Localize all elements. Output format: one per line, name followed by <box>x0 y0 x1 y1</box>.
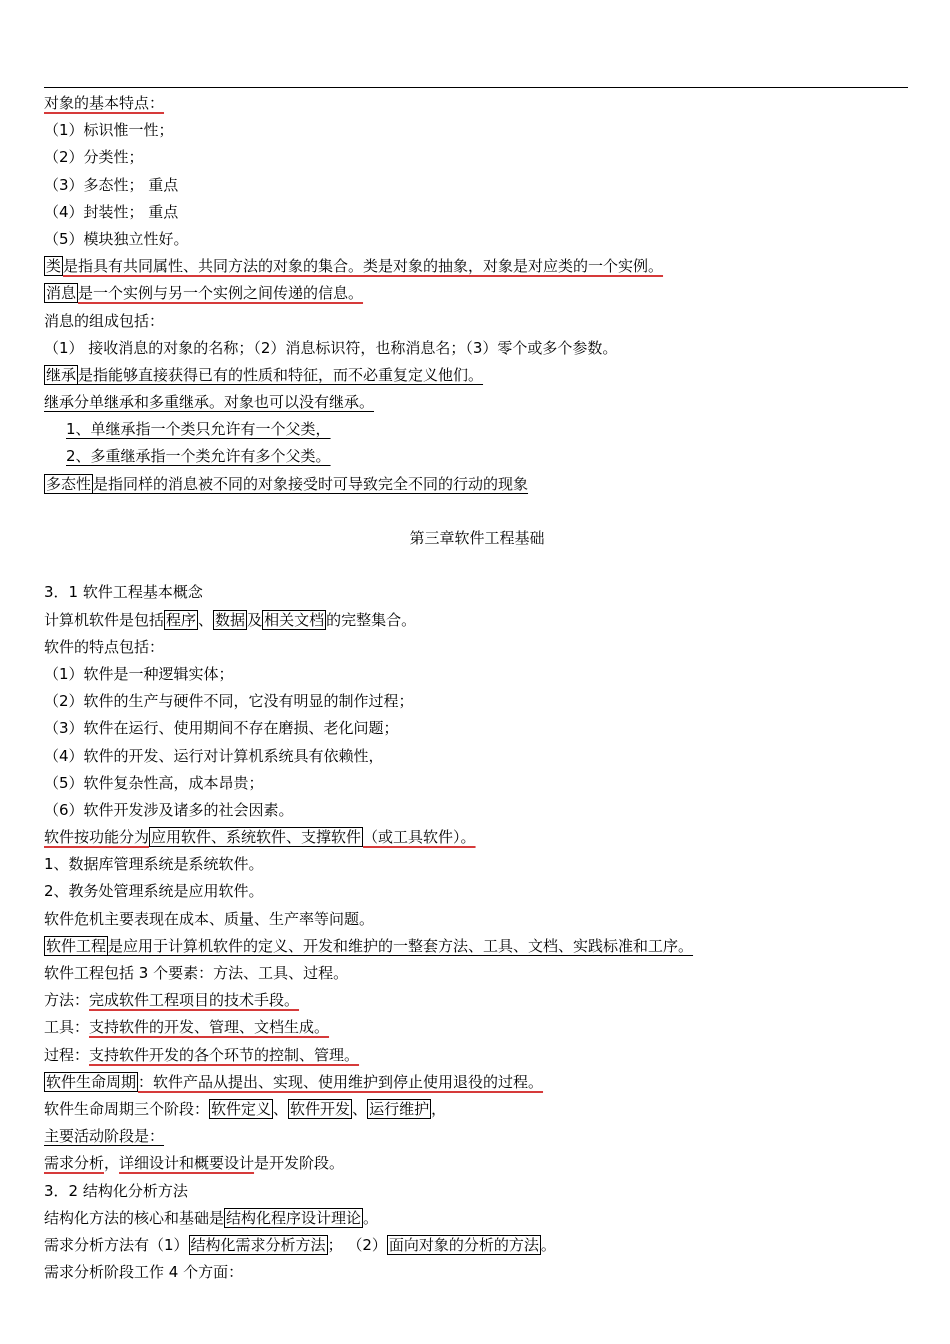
text-run: 软件危机主要表现在成本、质量、生产率等问题。 <box>44 909 375 928</box>
text-run: 过程： <box>44 1045 90 1064</box>
text-run: 需求分析方法有（1） <box>44 1235 189 1254</box>
text-run: （4）封装性； 重点 <box>44 202 179 221</box>
boxed-term: 结构化程序设计理论 <box>226 1208 362 1227</box>
text-line <box>44 987 910 1014</box>
text-run: 。 <box>363 1208 379 1227</box>
text-run: 2、教务处管理系统是应用软件。 <box>44 882 264 901</box>
text-run: 是指具有共同属性、共同方法的对象的集合。类是对象的抽象，对象是对应类的一个实例。 <box>63 257 664 276</box>
text-run: 及 <box>247 610 263 629</box>
text-line <box>44 770 910 797</box>
text-run: 、 <box>352 1099 368 1118</box>
text-line <box>44 688 910 715</box>
text-line <box>44 933 910 960</box>
text-line <box>44 1096 910 1123</box>
text-line <box>44 1014 910 1041</box>
text-run: （6）软件开发涉及诸多的社会因素。 <box>44 800 294 819</box>
text-line <box>44 743 910 770</box>
boxed-term: 消息 <box>46 284 77 303</box>
text-line <box>44 253 910 280</box>
text-line <box>44 1042 910 1069</box>
text-run: 需求分析 <box>44 1154 105 1173</box>
text-run: 软件的特点包括： <box>44 637 165 656</box>
boxed-term: 继承 <box>46 365 77 384</box>
text-line <box>44 226 910 253</box>
boxed-term: 类 <box>46 257 62 276</box>
text-line <box>44 90 910 117</box>
text-line <box>44 1123 910 1150</box>
text-run: 、 <box>273 1099 289 1118</box>
boxed-term: 软件工程 <box>46 936 107 955</box>
text-run: 软件按功能分为 <box>44 828 150 847</box>
text-line <box>44 715 910 742</box>
boxed-term: 软件定义 <box>211 1099 272 1118</box>
boxed-term: 软件生命周期 <box>46 1072 137 1091</box>
boxed-term: 程序 <box>166 610 197 629</box>
text-run: 详细设计和概要设计 <box>119 1154 255 1173</box>
text-run: （5）软件复杂性高，成本昂贵； <box>44 773 264 792</box>
text-run: （1） 接收消息的对象的名称；（2）消息标识符，也称消息名；（3）零个或多个参数。 <box>44 338 618 357</box>
text-line <box>44 1259 910 1286</box>
text-run: 结构化方法的核心和基础是 <box>44 1208 225 1227</box>
text-run: ， <box>431 1099 447 1118</box>
text-run: 计算机软件是包括 <box>44 610 165 629</box>
text-run: 的完整集合。 <box>326 610 417 629</box>
text-line <box>44 661 910 688</box>
text-run: （1）软件是一种逻辑实体； <box>44 664 234 683</box>
text-line <box>44 172 910 199</box>
document-body <box>44 90 910 1286</box>
boxed-term: 软件开发 <box>290 1099 351 1118</box>
text-run: ：软件产品从提出、实现、使用维护到停止使用退役的过程。 <box>138 1072 544 1091</box>
text-line <box>44 851 910 878</box>
boxed-term: 面向对象的分析的方法 <box>388 1235 539 1254</box>
chapter-heading <box>44 525 910 552</box>
text-line <box>44 471 910 498</box>
text-run: 1、数据库管理系统是系统软件。 <box>44 855 264 874</box>
text-run: （或工具软件）。 <box>363 828 476 847</box>
text-run: 支持软件开发的各个环节的控制、管理。 <box>89 1045 360 1064</box>
boxed-term: 多态性 <box>46 474 92 493</box>
text-run: 软件生命周期三个阶段： <box>44 1099 210 1118</box>
boxed-term: 运行维护 <box>369 1099 430 1118</box>
text-run: （3）软件在运行、使用期间不存在磨损、老化问题； <box>44 719 399 738</box>
text-line <box>44 579 910 606</box>
boxed-term: 结构化需求分析方法 <box>190 1235 326 1254</box>
text-run: 。 <box>540 1235 556 1254</box>
text-run: ， <box>104 1154 120 1173</box>
text-run: （4）软件的开发、运行对计算机系统具有依赖性， <box>44 746 384 765</box>
text-run: ； （2） <box>327 1235 387 1254</box>
text-run: （3）多态性； 重点 <box>44 175 179 194</box>
text-line <box>44 144 910 171</box>
boxed-term: 相关文档 <box>264 610 325 629</box>
text-line <box>44 335 910 362</box>
text-run: 继承分单继承和多重继承。对象也可以没有继承。 <box>44 393 375 412</box>
text-line <box>44 416 910 443</box>
text-line <box>44 443 910 470</box>
text-run: 对象的基本特点： <box>44 94 165 112</box>
header-rule <box>44 87 908 88</box>
text-run: 完成软件工程项目的技术手段。 <box>89 991 300 1010</box>
text-line <box>44 878 910 905</box>
text-run: 是指能够直接获得已有的性质和特征，而不必重复定义他们。 <box>78 365 484 384</box>
boxed-term: 应用软件、系统软件、支撑软件 <box>151 828 362 847</box>
text-line <box>44 1069 910 1096</box>
text-run: 消息的组成包括： <box>44 311 165 330</box>
text-line <box>44 824 910 851</box>
text-run: 支持软件的开发、管理、文档生成。 <box>89 1018 330 1037</box>
text-run: 1、单继承指一个类只允许有一个父类， <box>66 420 331 439</box>
text-run: 3．2 结构化分析方法 <box>44 1181 188 1200</box>
text-run: （1）标识惟一性； <box>44 121 174 140</box>
text-run: 方法： <box>44 991 90 1010</box>
text-run: 工具： <box>44 1018 90 1037</box>
text-run: 主要活动阶段是： <box>44 1127 165 1146</box>
text-run: 是应用于计算机软件的定义、开发和维护的一整套方法、工具、文档、实践标准和工序。 <box>108 936 694 955</box>
text-line <box>44 117 910 144</box>
text-run: 是开发阶段。 <box>254 1154 345 1173</box>
text-line <box>44 1232 910 1259</box>
text-line <box>44 308 910 335</box>
text-run: 需求分析阶段工作 4 个方面： <box>44 1263 244 1282</box>
text-run: 是一个实例与另一个实例之间传递的信息。 <box>78 284 364 303</box>
text-line <box>44 1150 910 1177</box>
text-run: 是指同样的消息被不同的对象接受时可导致完全不同的行动的现象 <box>93 474 529 493</box>
text-line <box>44 906 910 933</box>
text-line <box>44 960 910 987</box>
text-line <box>44 362 910 389</box>
text-run: （5）模块独立性好。 <box>44 229 189 248</box>
text-line <box>44 389 910 416</box>
text-run: （2）分类性； <box>44 148 144 167</box>
text-line <box>44 280 910 307</box>
boxed-term: 数据 <box>215 610 246 629</box>
text-line <box>44 797 910 824</box>
text-run: 第三章软件工程基础 <box>409 529 545 547</box>
text-line <box>44 199 910 226</box>
text-line <box>44 1205 910 1232</box>
blank-line <box>44 498 910 525</box>
text-line <box>44 634 910 661</box>
text-line <box>44 1178 910 1205</box>
text-run: （2）软件的生产与硬件不同，它没有明显的制作过程； <box>44 692 414 711</box>
text-run: 3．1 软件工程基本概念 <box>44 583 203 602</box>
text-line <box>44 607 910 634</box>
blank-line <box>44 552 910 579</box>
text-run: 软件工程包括 3 个要素：方法、工具、过程。 <box>44 964 349 982</box>
text-run: 、 <box>198 610 214 629</box>
text-run: 2、多重继承指一个类允许有多个父类。 <box>66 447 331 466</box>
